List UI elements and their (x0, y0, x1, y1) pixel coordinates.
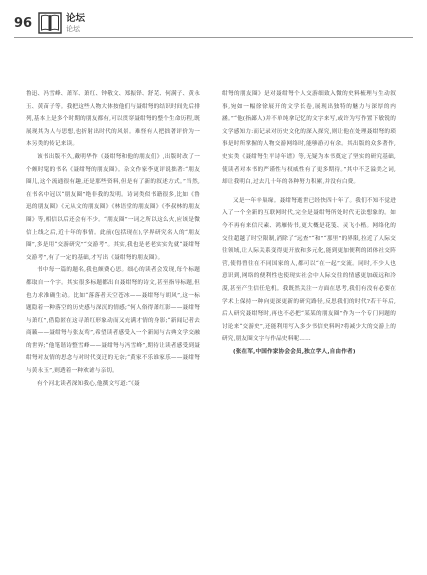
paragraph: 绀弩的朋友圈》是对聂绀弩个人交游细致入微的史料梳理与生动叙事,宛如一幅徐徐展开的文学长卷,展现出独特的魅力与深厚的内涵。”“他(指鄙人)并不单纯拿记忆的文字来写,或许为写作置下敏锐的文学感知力:而记录对历史文化的深入探究,则让他在处理聂绀弩的琐事是时所掌握的人物交游网络时,能够游刃有余。其出版的众多著作,史实类《聂绀弩生平诗年谱》等,无疑为本书奠定了坚实的研究基础,使读者对本书的严谨性与权威性有了更多期待。”其中不乏溢美之词,却让我明白,过去几十年的各种努力积累,并没有白费。 (222, 91, 396, 186)
section-subtitle: 论坛 (66, 25, 80, 33)
right-column (222, 88, 396, 358)
paragraph: 鲁迅、冯雪峰、萧军、萧红、钟敬文、郑振铎、舒芜、何满子、黄永玉、黄苗子等。我把这些人物大体按他们与聂绀弩的结识时间先后排列,基本上是多个时期的朋友都有,可以贯穿聂绀弩的整个生命历程,既展现其为人与思想,也折射出时代的风景。难怪有人把拙著评价为一本另类的传记来读。 (26, 91, 200, 148)
open-book-icon (38, 12, 62, 34)
paragraph: 该书出版不久,戴明华作《聂绀弩和他的朋友们》,出版时改了一个颇时髦的书名《聂绀弩的朋友圈》。杂文作家李更评说拙著:“朋友圈儿,这个流通很有趣,还是那些资料,但是有了新的叙述方式。”当然,在书名中冠以“朋友圈”绝非我的发明。诗词类似书籍很多,比如《鲁迅的朋友圈》《元从文的朋友圈》《林语堂的朋友圈》《李叔林的朋友圈》等,相信以后还会有不少。“朋友圈”一词之所以这么火,应该是微信上线之后,近十年的事情。此前(包括现在),学界研究名人的“朋友圈”,多是用“交游研究”“交游考”。其实,我也是老老实实先就“聂绀弩交游考”,有了一定的基础,才写出《聂绀弩的朋友圈》。 (26, 153, 200, 261)
author-byline: (张在军,中国作家协会会员,独立学人,自由作者) (233, 348, 356, 355)
page-header (14, 12, 413, 36)
paragraph: 又是一年辛巢缘。聂绀弩逝世已经快四十年了。我们不知不觉进入了一个全新的互联网时代,完全是聂绀弩所处时代无法想象的。如今不再有来信尺素、鸿雁传书,更大概是花笺、灵飞小楷。网络化的交往超越了时空限制,消除了“远查”“和”“那里”的界限,拉近了人际交往领域,让人际关系变得更开放和多元化,能到更加便利的团体社交阵营,使得曾往在不同国家的人,都可以“在一起”交流。同时,不少人也意识到,网络的便利性也使现实社会中人际交往的情感更加疏远和冷漠,甚至产生信任危机。我既然关注一方面在思考,我们有没有必要在学术上保持一种向更深更新的研究路径,反思我们的时代?若干年后,后人研究聂绀弩时,再也不必把“某某的朋友圈”作为一个专门问题的讨论来“交游史”,还能利用写入多少书信史料吗?将减少大的交游上的研究,朋友圈文字与作品史料呢…… (222, 197, 396, 343)
paragraph: 有个河北读者深知我心,他撰文写道:“《聂 (37, 380, 140, 387)
left-column (26, 88, 200, 390)
header-divider (14, 37, 413, 38)
section-title: 论坛 (66, 13, 86, 24)
paragraph: 书中每一篇的题名,我也颇费心思。细心的读者会发现,每个标题都取自一个字。其实很多标题都出自聂绀弩的诗文,甚至指导标题,但也力求准确生动。比如“落落者天空苍冰——聂绀弩与胡风”,这一标题隐着一种落空的历史感与深沉的情感;“何人俗得萧红影——聂绀弩与萧红”,借隐匿在这寻萧红形象动而又充满才情的身影;“新闻记者去商籁——聂绀弩与张友鸾”,希望读者感受入一个新闻与古典文学交融的世界;“他笔谐诗整雪峰——聂绀弩与冯雪峰”,期待让读者感受到聂绀弩对友情的思念与对时代变迁的无奈;“黄家不乐谁家乐——聂绀弩与黄永玉”,则透着一种欢谑与亲切。 (26, 267, 200, 375)
page-number: 96 (14, 16, 33, 31)
